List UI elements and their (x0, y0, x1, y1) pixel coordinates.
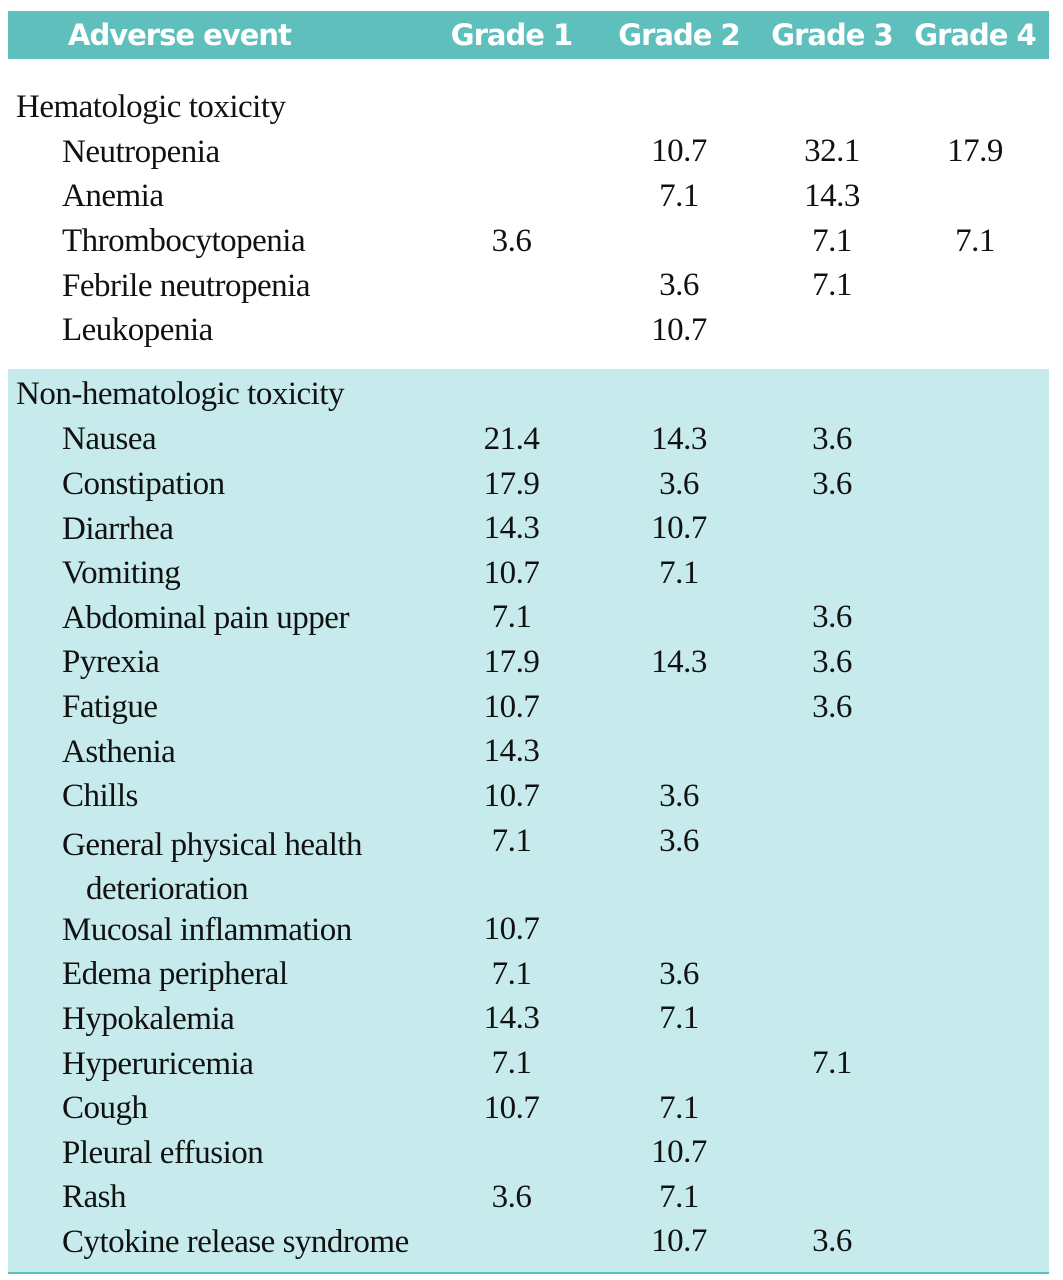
event-name: Cough (62, 1090, 148, 1127)
event-name: Neutropenia (62, 133, 220, 170)
event-name: Constipation (62, 466, 225, 503)
event-name-cell (8, 952, 428, 996)
grade-3-value: 7.1 (812, 267, 852, 304)
grade-1-value: 7.1 (491, 822, 532, 859)
event-name-cell (8, 596, 428, 640)
table-row (8, 729, 1049, 774)
event-name: Thrombocytopenia (62, 223, 306, 260)
table-row (8, 685, 1049, 730)
event-name: Pleural effusion (62, 1134, 264, 1171)
grade-3-value: 3.6 (812, 465, 852, 502)
adverse-events-table (8, 11, 1049, 1274)
grade-4-value: 7.1 (955, 222, 995, 259)
event-name-cell (8, 130, 428, 174)
table-row (8, 819, 1049, 908)
event-name: Hypokalemia (62, 1000, 235, 1037)
table-row (8, 219, 1049, 264)
grade-3-value: 3.6 (812, 1223, 852, 1260)
grade-1-value: 10.7 (483, 554, 540, 591)
grade-1-value: 14.3 (483, 1000, 540, 1037)
event-name: Cytokine release syndrome (62, 1223, 409, 1260)
event-name-cell (8, 774, 428, 818)
grade-3-value: 3.6 (812, 688, 852, 725)
event-name: Hyperuricemia (62, 1045, 254, 1082)
event-name: Chills (62, 778, 138, 815)
table-row (8, 774, 1049, 819)
table-row (8, 952, 1049, 997)
event-name: Nausea (62, 421, 157, 458)
event-name-cell (8, 997, 428, 1041)
grade-2-value: 7.1 (659, 554, 699, 591)
grade-2-value: 10.7 (651, 510, 707, 547)
grade-1-value: 10.7 (483, 688, 540, 725)
grade-3-value: 3.6 (812, 599, 852, 636)
event-name: General physical health (62, 826, 363, 863)
grade-2-value: 10.7 (651, 311, 707, 348)
table-row (8, 551, 1049, 596)
grade-1-value: 10.7 (483, 911, 540, 948)
section-title-row (8, 373, 1049, 418)
grade-1-value: 3.6 (491, 1178, 532, 1215)
event-name-cell (8, 1220, 428, 1264)
event-name: Mucosal inflammation (62, 911, 352, 948)
event-name: Fatigue (62, 689, 158, 726)
event-name-cell (8, 264, 428, 308)
grade-2-value: 10.7 (651, 133, 707, 170)
header-adverse-event: Adverse event (68, 18, 291, 52)
table-row (8, 997, 1049, 1042)
grade-2-value: 14.3 (651, 643, 707, 680)
event-name: Asthenia (62, 733, 176, 770)
table-row (8, 417, 1049, 462)
event-name-cell (8, 908, 428, 952)
event-name-cell (8, 507, 428, 551)
header-grade-3: Grade 3 (771, 18, 893, 52)
grade-3-value: 32.1 (804, 133, 860, 170)
grade-3-value: 7.1 (812, 1045, 852, 1082)
grade-1-value: 21.4 (483, 420, 540, 457)
table-row (8, 596, 1049, 641)
grade-1-value: 7.1 (491, 599, 532, 636)
grade-1-value: 10.7 (483, 1089, 540, 1126)
grade-1-value: 3.6 (491, 222, 532, 259)
table-row (8, 462, 1049, 507)
grade-2-value: 3.6 (659, 267, 699, 304)
event-name-cell (8, 417, 428, 461)
grade-2-value: 3.6 (659, 822, 699, 859)
hematologic-title: Hematologic toxicity (16, 88, 286, 125)
event-name: Diarrhea (62, 510, 174, 547)
section-title-row (8, 85, 1049, 130)
grade-2-value: 7.1 (659, 177, 699, 214)
event-name-continuation: deterioration (86, 870, 249, 907)
table-row (8, 1220, 1049, 1265)
event-name-cell (8, 551, 428, 595)
table-header (8, 11, 1049, 59)
event-name-cell (8, 823, 428, 911)
grade-1-value: 14.3 (483, 733, 540, 770)
event-name-cell (8, 685, 428, 729)
header-grade-4: Grade 4 (914, 18, 1036, 52)
grade-3-value: 14.3 (804, 177, 860, 214)
event-name-cell (8, 219, 428, 263)
grade-3-value: 3.6 (812, 643, 852, 680)
event-name-cell (8, 640, 428, 684)
event-name-cell (8, 1042, 428, 1086)
event-name-cell (8, 1131, 428, 1175)
grade-2-value: 7.1 (659, 1000, 699, 1037)
nonhematologic-section (8, 369, 1049, 1275)
event-name: Leukopenia (62, 312, 213, 349)
event-name: Vomiting (62, 555, 181, 592)
grade-2-value: 7.1 (659, 1089, 699, 1126)
grade-1-value: 17.9 (483, 643, 540, 680)
event-name-cell (8, 730, 428, 774)
event-name-cell (8, 462, 428, 506)
table-row (8, 174, 1049, 219)
event-name: Edema peripheral (62, 956, 288, 993)
table-row (8, 1041, 1049, 1086)
header-grade-2: Grade 2 (618, 18, 740, 52)
grade-2-value: 10.7 (651, 1134, 707, 1171)
grade-2-value: 10.7 (651, 1223, 707, 1260)
grade-2-value: 3.6 (659, 465, 699, 502)
grade-1-value: 7.1 (491, 1045, 532, 1082)
event-name: Anemia (62, 178, 164, 215)
table-row (8, 263, 1049, 308)
event-name: Rash (62, 1179, 126, 1216)
event-name-cell (8, 1086, 428, 1130)
hematologic-section (8, 59, 1049, 369)
table-row (8, 130, 1049, 175)
grade-1-value: 10.7 (483, 777, 540, 814)
event-name: Febrile neutropenia (62, 267, 310, 304)
table-row (8, 1086, 1049, 1131)
grade-1-value: 14.3 (483, 510, 540, 547)
event-name-cell (8, 174, 428, 218)
table-row (8, 908, 1049, 953)
table-row (8, 308, 1049, 353)
grade-4-value: 17.9 (947, 133, 1003, 170)
event-name-cell (8, 308, 428, 352)
table-row (8, 506, 1049, 551)
header-grade-1: Grade 1 (450, 18, 573, 52)
grade-2-value: 3.6 (659, 955, 699, 992)
event-name-cell (8, 1175, 428, 1219)
grade-1-value: 7.1 (491, 955, 532, 992)
grade-2-value: 3.6 (659, 777, 699, 814)
table-row (8, 1175, 1049, 1220)
table-row (8, 1130, 1049, 1175)
grade-2-value: 7.1 (659, 1178, 699, 1215)
table-row (8, 640, 1049, 685)
event-name: Pyrexia (62, 644, 160, 681)
grade-1-value: 17.9 (483, 465, 540, 502)
grade-3-value: 3.6 (812, 420, 852, 457)
event-name: Abdominal pain upper (62, 599, 349, 636)
grade-2-value: 14.3 (651, 420, 707, 457)
grade-3-value: 7.1 (812, 222, 852, 259)
nonhematologic-title: Non-hematologic toxicity (16, 376, 345, 413)
